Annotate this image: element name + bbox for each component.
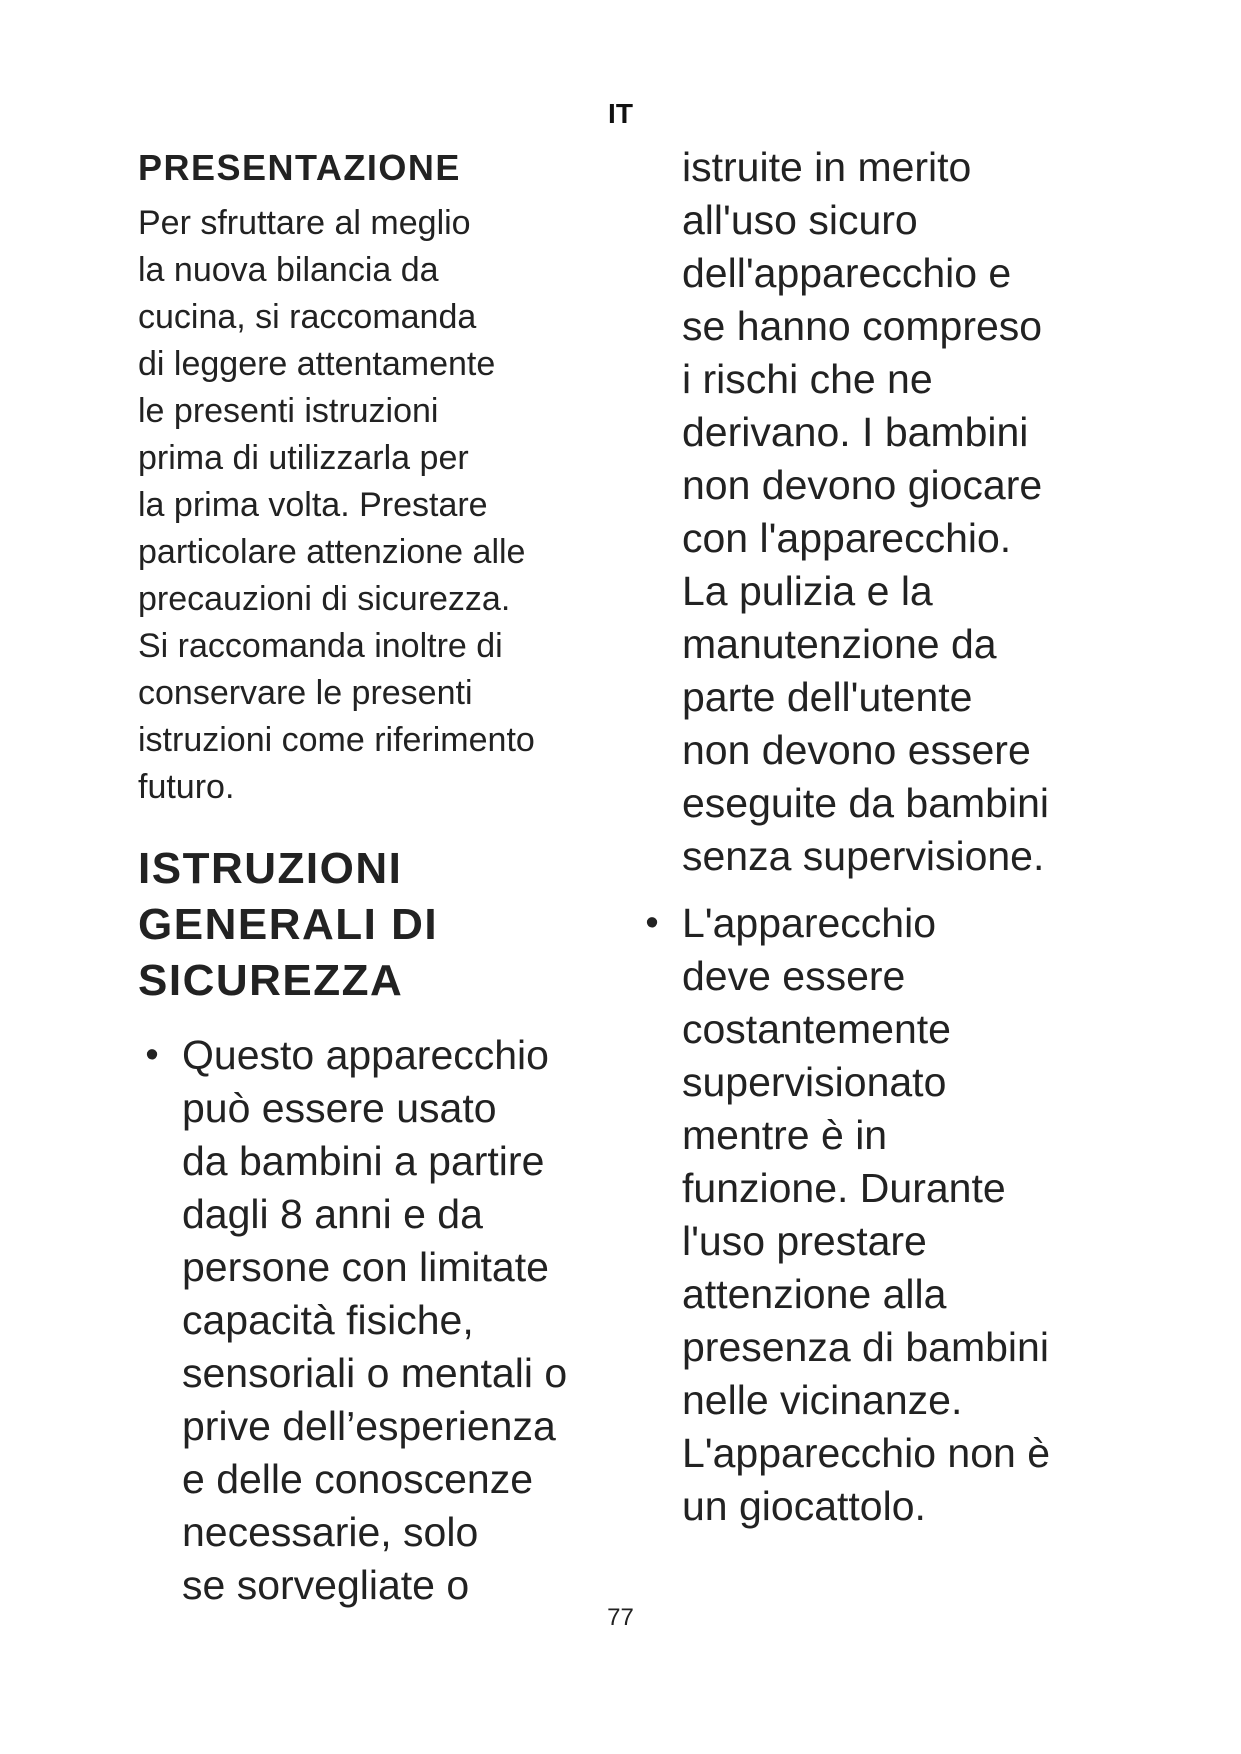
bullet-line: deve essere: [682, 953, 906, 999]
bullet-line: capacità fisiche,: [182, 1297, 474, 1343]
bullet-line: persone con limitate: [182, 1244, 549, 1290]
bullet-line: l'uso prestare: [682, 1218, 927, 1264]
presentation-line: prima di utilizzarla per: [138, 439, 469, 477]
presentation-line: istruzioni come riferimento: [138, 721, 535, 759]
bullet-line: mentre è in: [682, 1112, 888, 1158]
presentation-line: la prima volta. Prestare: [138, 486, 488, 524]
presentation-line: conservare le presenti: [138, 674, 473, 712]
bullet-line: necessarie, solo: [182, 1509, 479, 1555]
bullet-line: senza supervisione.: [682, 833, 1045, 879]
bullet-line: La pulizia e la: [682, 568, 933, 614]
bullet-line: un giocattolo.: [682, 1483, 926, 1529]
bullet-line: costantemente: [682, 1006, 951, 1052]
presentation-line: cucina, si raccomanda: [138, 298, 477, 336]
presentation-heading: PRESENTAZIONE: [138, 147, 461, 188]
bullet-line: se sorvegliate o: [182, 1562, 470, 1608]
presentation-line: futuro.: [138, 768, 235, 806]
bullet-line: nelle vicinanze.: [682, 1377, 963, 1423]
bullet-line: manutenzione da: [682, 621, 997, 667]
bullet-line: se hanno compreso: [682, 303, 1043, 349]
bullet-line: può essere usato: [182, 1085, 497, 1131]
bullet-icon: •: [145, 1034, 159, 1076]
safety-heading: [138, 841, 618, 1009]
safety-bullet-1-continued: [638, 141, 1108, 883]
safety-heading-line: ISTRUZIONI: [138, 844, 403, 893]
presentation-body: [138, 200, 618, 811]
right-column: [638, 141, 1108, 1533]
bullet-line: prive dell’esperienza: [182, 1403, 556, 1449]
bullet-line: e delle conoscenze: [182, 1456, 534, 1502]
presentation-line: Per sfruttare al meglio: [138, 204, 471, 242]
bullet-line: non devono essere: [682, 727, 1031, 773]
page-number: 77: [607, 1604, 634, 1631]
language-tag: IT: [608, 98, 633, 129]
presentation-line: Si raccomanda inoltre di: [138, 627, 503, 665]
presentation-line: la nuova bilancia da: [138, 251, 439, 289]
safety-heading-line: SICUREZZA: [138, 956, 404, 1005]
bullet-line: sensoriali o mentali o: [182, 1350, 568, 1396]
bullet-line: all'uso sicuro: [682, 197, 918, 243]
bullet-line: non devono giocare: [682, 462, 1043, 508]
safety-heading-line: GENERALI DI: [138, 900, 439, 949]
bullet-line: presenza di bambini: [682, 1324, 1049, 1370]
left-column: [138, 146, 618, 1612]
bullet-line: da bambini a partire: [182, 1138, 545, 1184]
bullet-line: dell'apparecchio e: [682, 250, 1012, 296]
bullet-line: Questo apparecchio: [182, 1032, 549, 1078]
bullet-line: derivano. I bambini: [682, 409, 1029, 455]
bullet-line: istruite in merito: [682, 144, 972, 190]
safety-bullet-1: [138, 1029, 618, 1612]
safety-bullet-2: [638, 897, 1108, 1533]
bullet-line: dagli 8 anni e da: [182, 1191, 483, 1237]
bullet-line: i rischi che ne: [682, 356, 933, 402]
bullet-line: L'apparecchio: [682, 900, 937, 946]
bullet-line: parte dell'utente: [682, 674, 973, 720]
bullet-line: eseguite da bambini: [682, 780, 1049, 826]
bullet-line: con l'apparecchio.: [682, 515, 1012, 561]
bullet-line: supervisionato: [682, 1059, 947, 1105]
presentation-line: particolare attenzione alle: [138, 533, 526, 571]
bullet-line: funzione. Durante: [682, 1165, 1006, 1211]
presentation-line: le presenti istruzioni: [138, 392, 439, 430]
bullet-line: attenzione alla: [682, 1271, 947, 1317]
bullet-line: L'apparecchio non è: [682, 1430, 1050, 1476]
presentation-line: precauzioni di sicurezza.: [138, 580, 511, 618]
presentation-line: di leggere attentamente: [138, 345, 496, 383]
bullet-icon: •: [645, 902, 659, 944]
